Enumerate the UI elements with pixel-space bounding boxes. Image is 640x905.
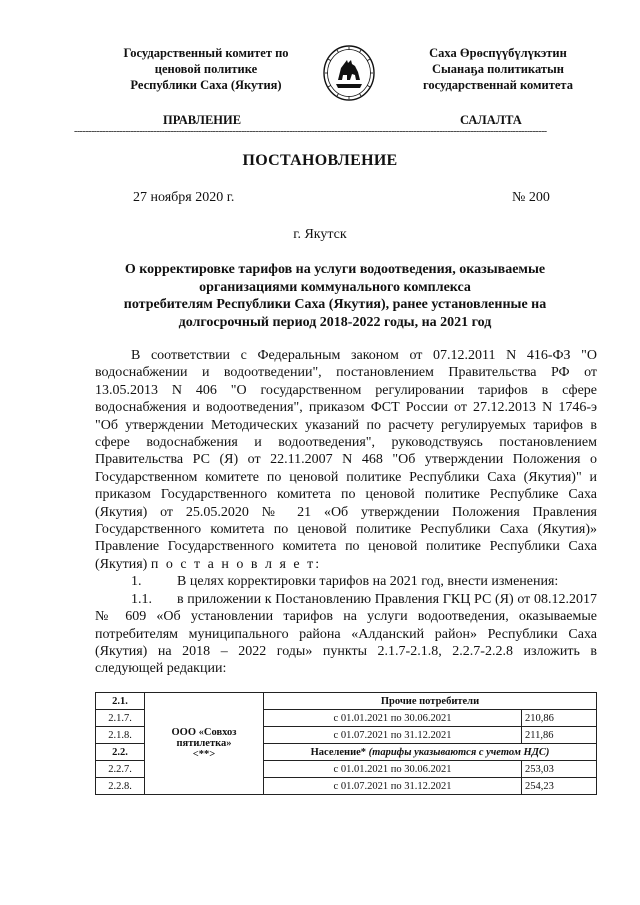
- dept-label-left: ПРАВЛЕНИЕ: [163, 113, 242, 127]
- group-label: [264, 744, 597, 761]
- header-right-line: Саха Өрөспүүбүлүкэтин: [429, 46, 567, 60]
- subject-line: потребителям Республики Саха (Якутия), ранее установленные на: [123, 297, 547, 312]
- row-code: 2.1.: [96, 693, 145, 710]
- header-left-org: [96, 45, 316, 93]
- preamble-paragraph: [95, 347, 597, 573]
- row-value: 211,86: [522, 727, 597, 744]
- item-1-number: 1.: [131, 574, 142, 590]
- row-value: 254,23: [522, 778, 597, 795]
- row-code: 2.2.7.: [96, 761, 145, 778]
- row-value: 210,86: [522, 710, 597, 727]
- row-code: 2.1.8.: [96, 727, 145, 744]
- tariff-table: [95, 692, 597, 795]
- preamble-text: В соответствии с Федеральным законом от 07.12.2011 N 416-ФЗ "О водоснабжении и водоотведении", постановлением Правительства РФ от 13.05.2013 N 406 "О государственном регулировании тарифов в сфере водоснабжения и водоотведения", приказом ФСТ России от 27.12.2013 N 1746-э "Об утверждении Методических указаний по расчету регулируемых тарифов в сфере водоснабжения и водоотведения", руководствуясь постановлением Правительства РС (Я) от 22.11.2007 N 468 "Об утверждении Положения о Государственном комитете по ценовой политике Республики Саха (Якутия)" и приказом Государственного комитета по ценовой политике Республике Саха (Якутия) от 25.05.2020 № 21 «Об утверждении Положения Правления Государственного комитета по ценовой политике Республики Саха (Якутия)» Правление Государственного комитета по ценовой политике Республики Саха (Якутия): [95, 348, 597, 572]
- subject-line: О корректировке тарифов на услуги водоотведения, оказываемые: [124, 262, 546, 277]
- dept-label-right: САЛАЛТА: [460, 113, 522, 127]
- header-right-line: государственнай комитета: [423, 78, 573, 92]
- item-1-1: [95, 591, 597, 678]
- group-label-note: (тарифы указываются с учетом НДС): [368, 746, 550, 758]
- row-period: с 01.07.2021 по 31.12.2021: [264, 727, 522, 744]
- row-value: 253,03: [522, 761, 597, 778]
- subject-line: долгосрочный период 2018-2022 годы, на 2021 год: [178, 314, 492, 330]
- item-1-1-text: в приложении к Постановлению Правления ГКЦ РС (Я) от 08.12.2017 № 609 «Об установлении тарифов на услуги водоотведения, оказываемые потребителям муниципального района «Алданский район» Республики Саха (Якутия) на 2018 – 2022 годы» пункты 2.1.7-2.1.8, 2.2.7-2.2.8 изложить в следующей редакции:: [95, 591, 597, 677]
- document-title: ПОСТАНОВЛЕНИЕ: [242, 152, 398, 169]
- organization-note: <**>: [192, 749, 216, 760]
- group-label-main: Население*: [310, 746, 369, 758]
- resolves-text: п о с т а н о в л я е т:: [150, 556, 322, 572]
- header-separator: -----------------------------------------------------------------------------------------------------------------------------------------------------------------------: [74, 126, 547, 137]
- subject-line: организациями коммунального комплекса: [199, 279, 471, 295]
- header-left-line: Государственный комитет по: [123, 46, 289, 60]
- header-right-line: Сыанаҕа политикатын: [432, 62, 564, 76]
- document-number: № 200: [512, 190, 550, 205]
- row-period: с 01.01.2021 по 30.06.2021: [264, 710, 522, 727]
- row-code: 2.2.: [96, 744, 145, 761]
- item-1-1-number: 1.1.: [131, 591, 152, 607]
- item-1: [95, 573, 597, 590]
- table-row: [96, 693, 597, 710]
- group-label: Прочие потребители: [264, 693, 597, 710]
- coat-of-arms-icon: [322, 44, 376, 102]
- row-period: с 01.01.2021 по 30.06.2021: [264, 761, 522, 778]
- header-left-line: ценовой политике: [154, 62, 258, 76]
- header-left-line: Республики Саха (Якутия): [130, 78, 282, 92]
- organization-cell: [145, 693, 264, 795]
- item-1-text: В целях корректировки тарифов на 2021 год, внести изменения:: [177, 574, 559, 590]
- document-date: 27 ноября 2020 г.: [133, 190, 235, 205]
- organization-name: ООО «Совхоз пятилетка»: [171, 727, 237, 749]
- document-subject: [98, 261, 572, 331]
- row-code: 2.1.7.: [96, 710, 145, 727]
- header-right-org: [388, 45, 608, 93]
- document-body: [95, 347, 597, 678]
- document-city: г. Якутск: [293, 227, 347, 242]
- row-period: с 01.07.2021 по 31.12.2021: [264, 778, 522, 795]
- row-code: 2.2.8.: [96, 778, 145, 795]
